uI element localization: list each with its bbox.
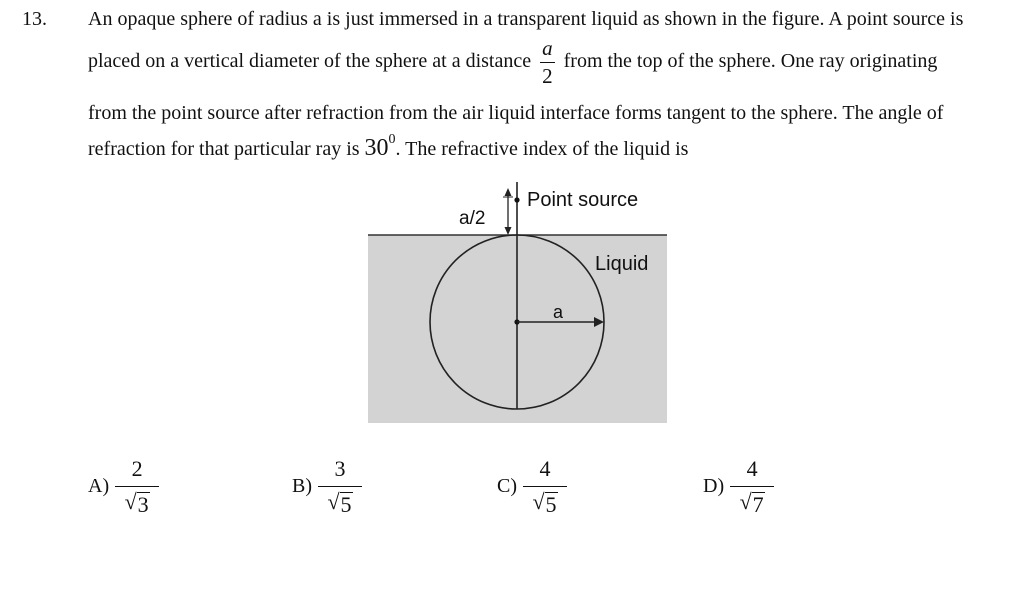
option-c-numerator: 4 (523, 456, 567, 487)
option-a-fraction (115, 456, 159, 516)
option-d-numerator: 4 (730, 456, 774, 487)
sqrt-icon: √ (739, 489, 752, 514)
option-c-radicand: 5 (545, 492, 557, 517)
sqrt-icon: √ (124, 489, 137, 514)
refraction-angle: 30 (364, 135, 389, 161)
radius-label: a (553, 302, 564, 322)
question-line-2-end: from the top of the sphere. One ray originating (563, 50, 938, 73)
question-number: 13. (22, 8, 47, 30)
option-a-radicand: 3 (137, 492, 149, 517)
option-b-fraction (318, 456, 362, 516)
a-half-label: a/2 (459, 208, 486, 229)
option-c[interactable] (497, 456, 567, 516)
question-line-1: An opaque sphere of radius a is just immersed in a transparent liquid as shown in the figure. A point source is (88, 8, 964, 30)
sqrt-icon: √ (327, 489, 340, 514)
option-d[interactable] (703, 456, 774, 516)
option-d-fraction (730, 456, 774, 516)
dimension-arrow-down (505, 227, 512, 235)
option-c-label: C) (497, 474, 517, 497)
option-d-label: D) (703, 474, 725, 497)
option-b-radicand: 5 (340, 492, 352, 517)
option-a[interactable] (88, 456, 159, 516)
option-b-label: B) (292, 474, 312, 497)
point-source-dot (514, 197, 519, 202)
liquid-label: Liquid (595, 253, 649, 275)
fraction-numerator: a (540, 38, 555, 63)
point-source-label: Point source (527, 189, 639, 211)
dimension-arrow-up (505, 188, 512, 196)
degree-mark: 0 (388, 132, 396, 147)
option-b[interactable] (292, 456, 362, 516)
option-a-label: A) (88, 474, 110, 497)
question-line-4-start: refraction for that particular ray is (88, 138, 360, 160)
option-d-radicand: 7 (752, 492, 764, 517)
option-b-numerator: 3 (318, 456, 362, 487)
option-b-denominator (327, 487, 352, 516)
question-line-3: from the point source after refraction from the air liquid interface forms tangent to the sphere. The angle of (88, 102, 944, 124)
question-line-4-end: . The refractive index of the liquid is (395, 138, 689, 160)
option-a-numerator: 2 (115, 456, 159, 487)
sqrt-icon: √ (532, 489, 545, 514)
option-c-denominator (532, 487, 557, 516)
question-line-2-start: placed on a vertical diameter of the sphere at a distance (88, 50, 532, 73)
option-a-denominator (125, 487, 150, 516)
option-c-fraction (523, 456, 567, 516)
fraction-denominator: 2 (542, 64, 553, 88)
option-d-denominator (740, 487, 765, 516)
